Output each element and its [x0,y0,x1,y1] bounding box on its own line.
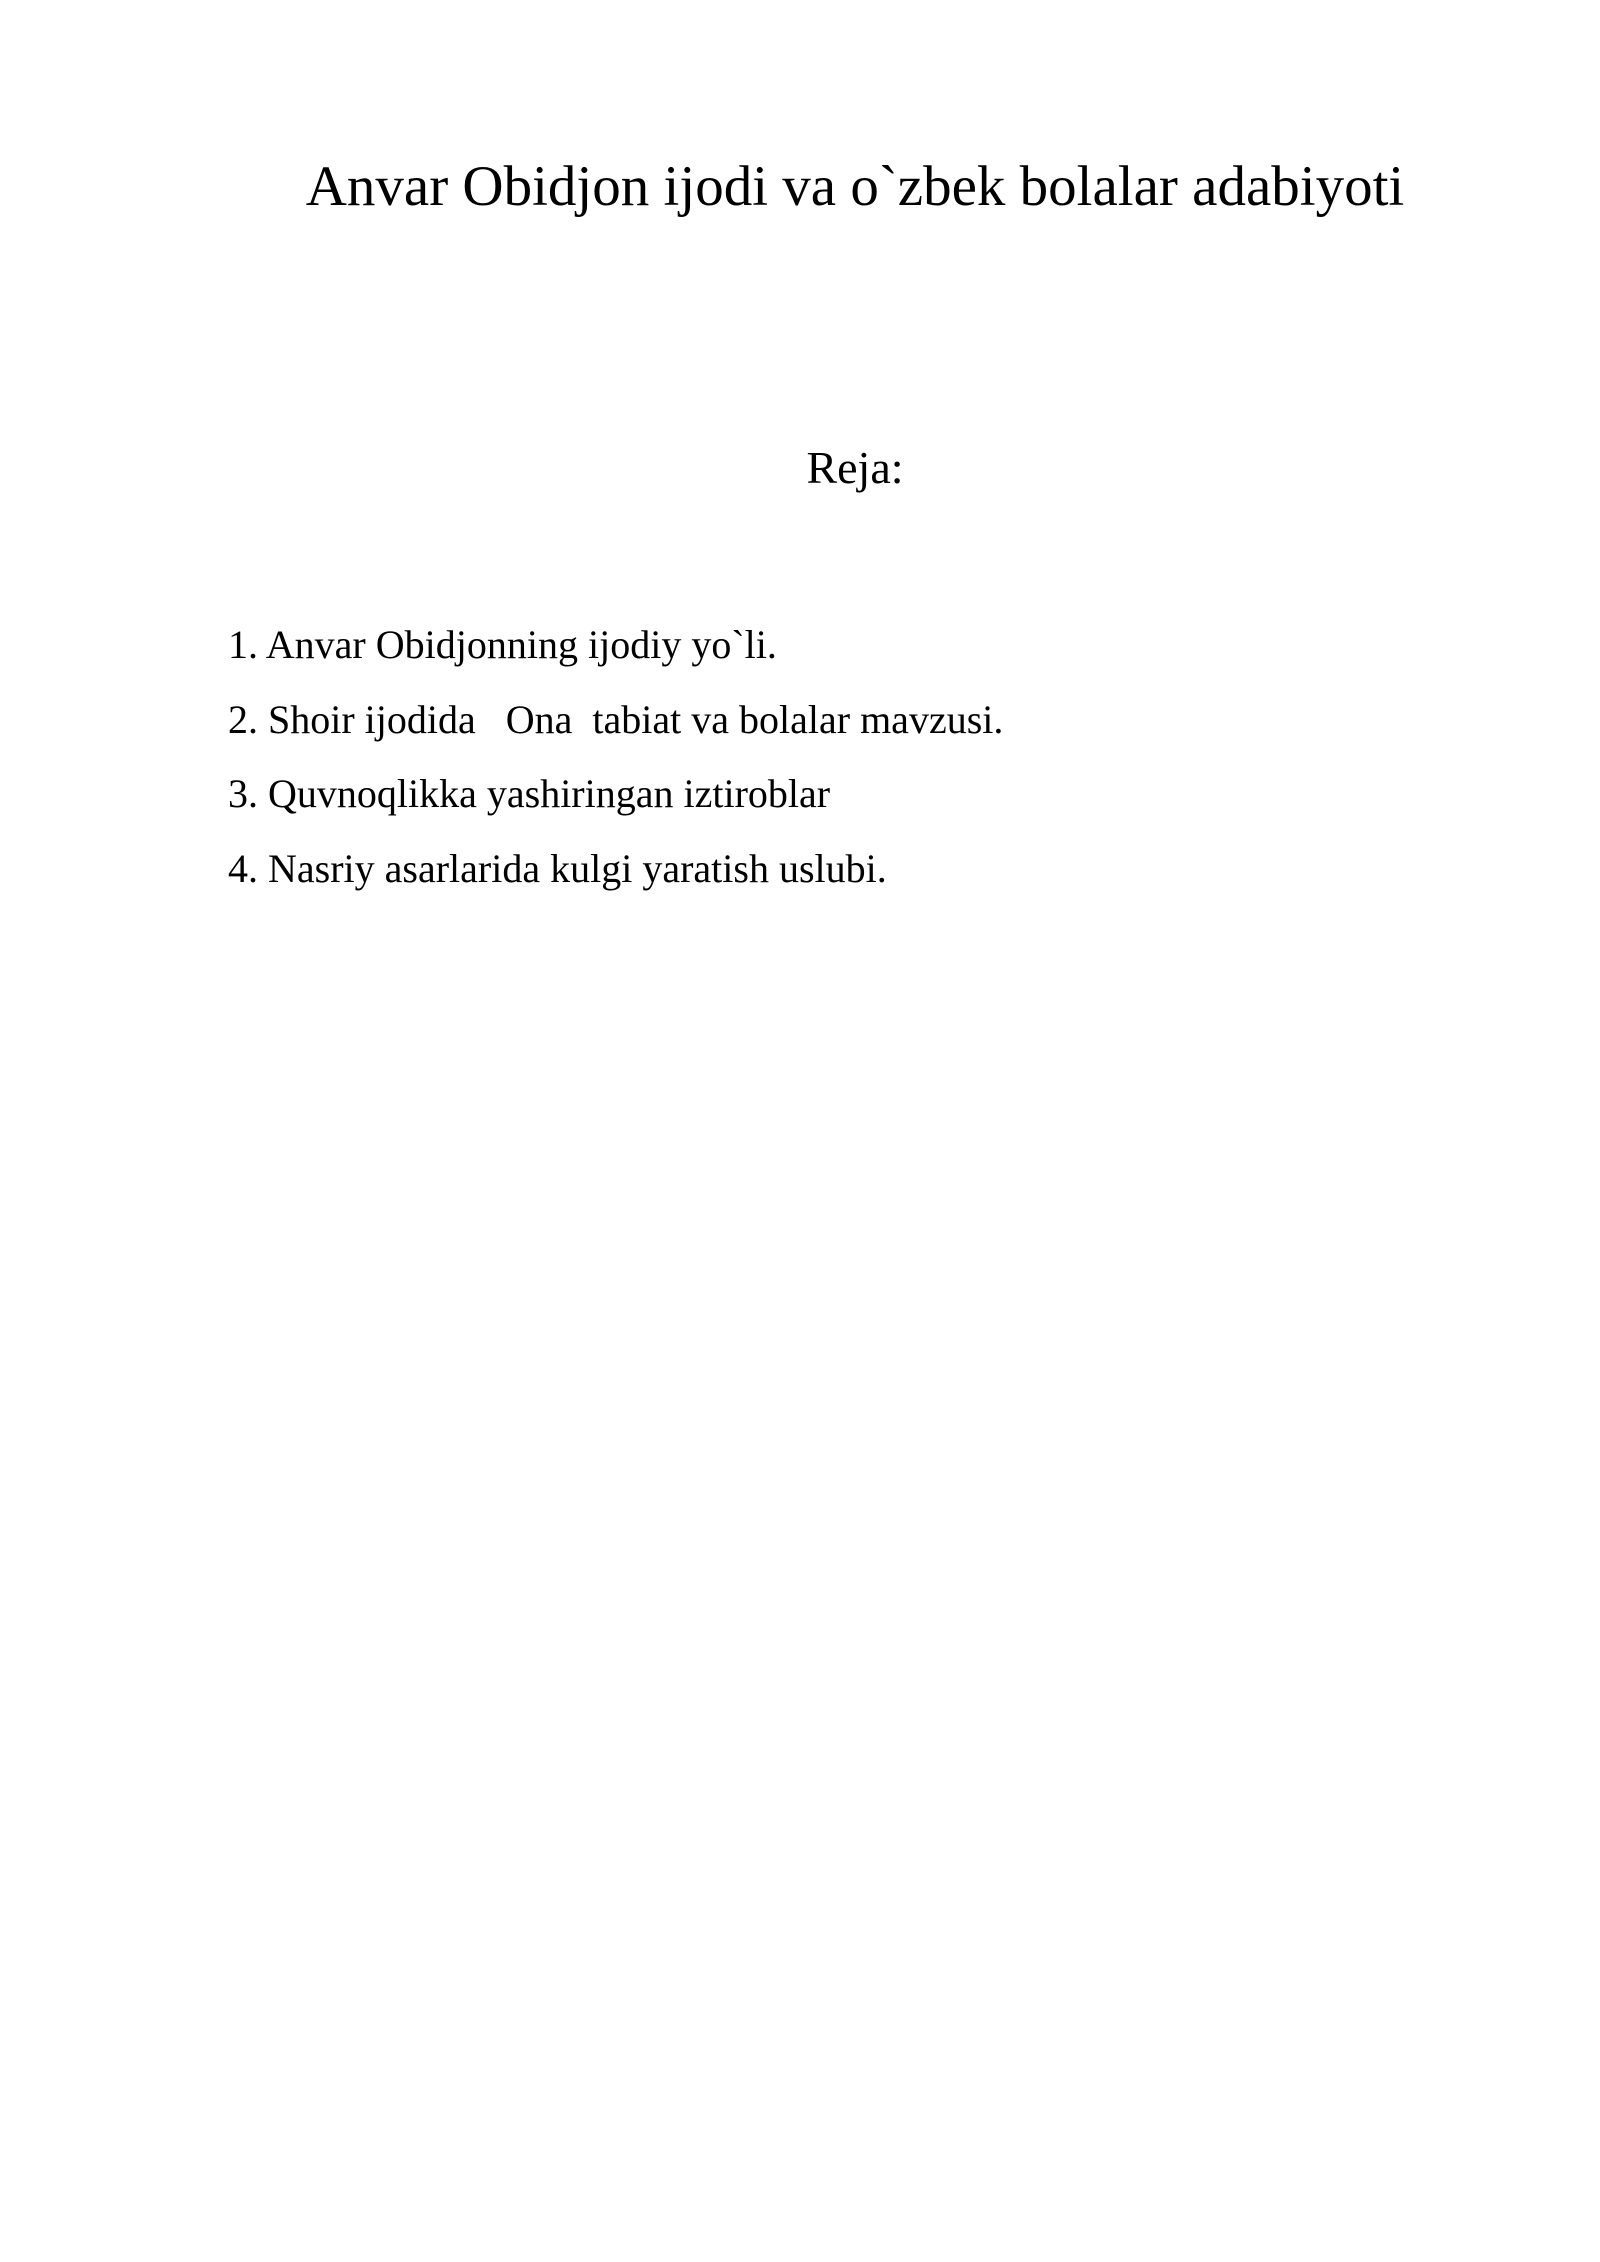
plan-list [228,608,1003,906]
plan-item: 1. Anvar Obidjonning ijodiy yo`li. [228,622,777,667]
plan-item: 4. Nasriy asarlarida kulgi yaratish uslubi. [228,845,887,891]
plan-heading: Reja: [806,442,904,493]
document-title: Anvar Obidjon ijodi va o`zbek bolalar adabiyoti [305,155,1405,218]
plan-item: 2. Shoir ijodida Ona tabiat va bolalar mavzusi. [228,696,1004,742]
plan-item: 3. Quvnoqlikka yashiringan iztiroblar [228,771,831,816]
